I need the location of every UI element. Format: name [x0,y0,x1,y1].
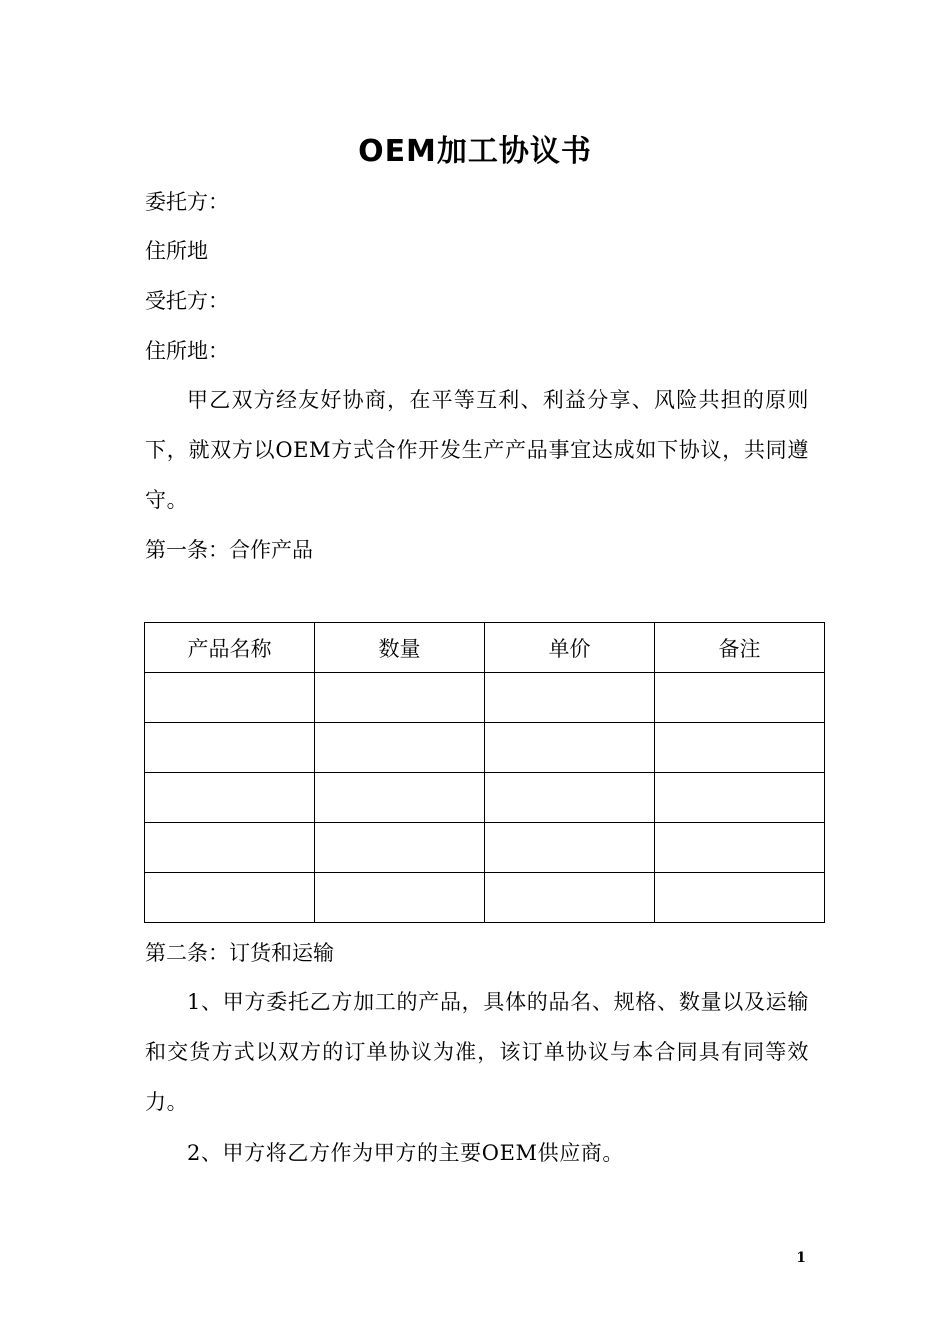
table-cell [145,723,315,773]
products-table [144,622,825,923]
table-cell [315,823,485,873]
table-cell [315,873,485,923]
article-1-heading: 第一条：合作产品 [145,538,313,562]
intro-paragraph: 甲乙双方经友好协商，在平等互利、利益分享、风险共担的原则下，就双方以OEM方式合作开发生产产品事宜达成如下协议，共同遵守。 [145,388,809,512]
table-row [145,873,825,923]
party-a-label: 委托方： [145,190,229,214]
table-cell [315,723,485,773]
table-cell [145,823,315,873]
clause-1-paragraph: 1、甲方委托乙方加工的产品，具体的品名、规格、数量以及运输和交货方式以双方的订单协议为准，该订单协议与本合同具有同等效力。 [145,990,809,1114]
table-row [145,673,825,723]
table-cell [145,673,315,723]
table-cell [485,673,655,723]
table-header-row [145,623,825,673]
table-cell [145,873,315,923]
clause-2-paragraph: 2、甲方将乙方作为甲方的主要OEM供应商。 [187,1141,625,1165]
table-cell [145,773,315,823]
table-cell [655,723,825,773]
party-b-label: 受托方： [145,289,229,313]
table-cell [655,673,825,723]
document-title: OEM加工协议书 [358,134,592,169]
table-cell [485,823,655,873]
column-header-remarks: 备注 [655,623,825,673]
table-row [145,723,825,773]
table-cell [315,673,485,723]
table-row [145,823,825,873]
table-cell [655,823,825,873]
table-cell [655,773,825,823]
table-row [145,773,825,823]
table-cell [655,873,825,923]
table-cell [485,773,655,823]
party-b-address-label: 住所地： [145,339,229,363]
table-cell [315,773,485,823]
page-number: 1 [796,1250,806,1266]
table-cell [485,873,655,923]
article-2-heading: 第二条：订货和运输 [145,941,334,965]
column-header-product-name: 产品名称 [145,623,315,673]
table-cell [485,723,655,773]
column-header-quantity: 数量 [315,623,485,673]
party-a-address-label: 住所地 [145,239,208,263]
column-header-unit-price: 单价 [485,623,655,673]
